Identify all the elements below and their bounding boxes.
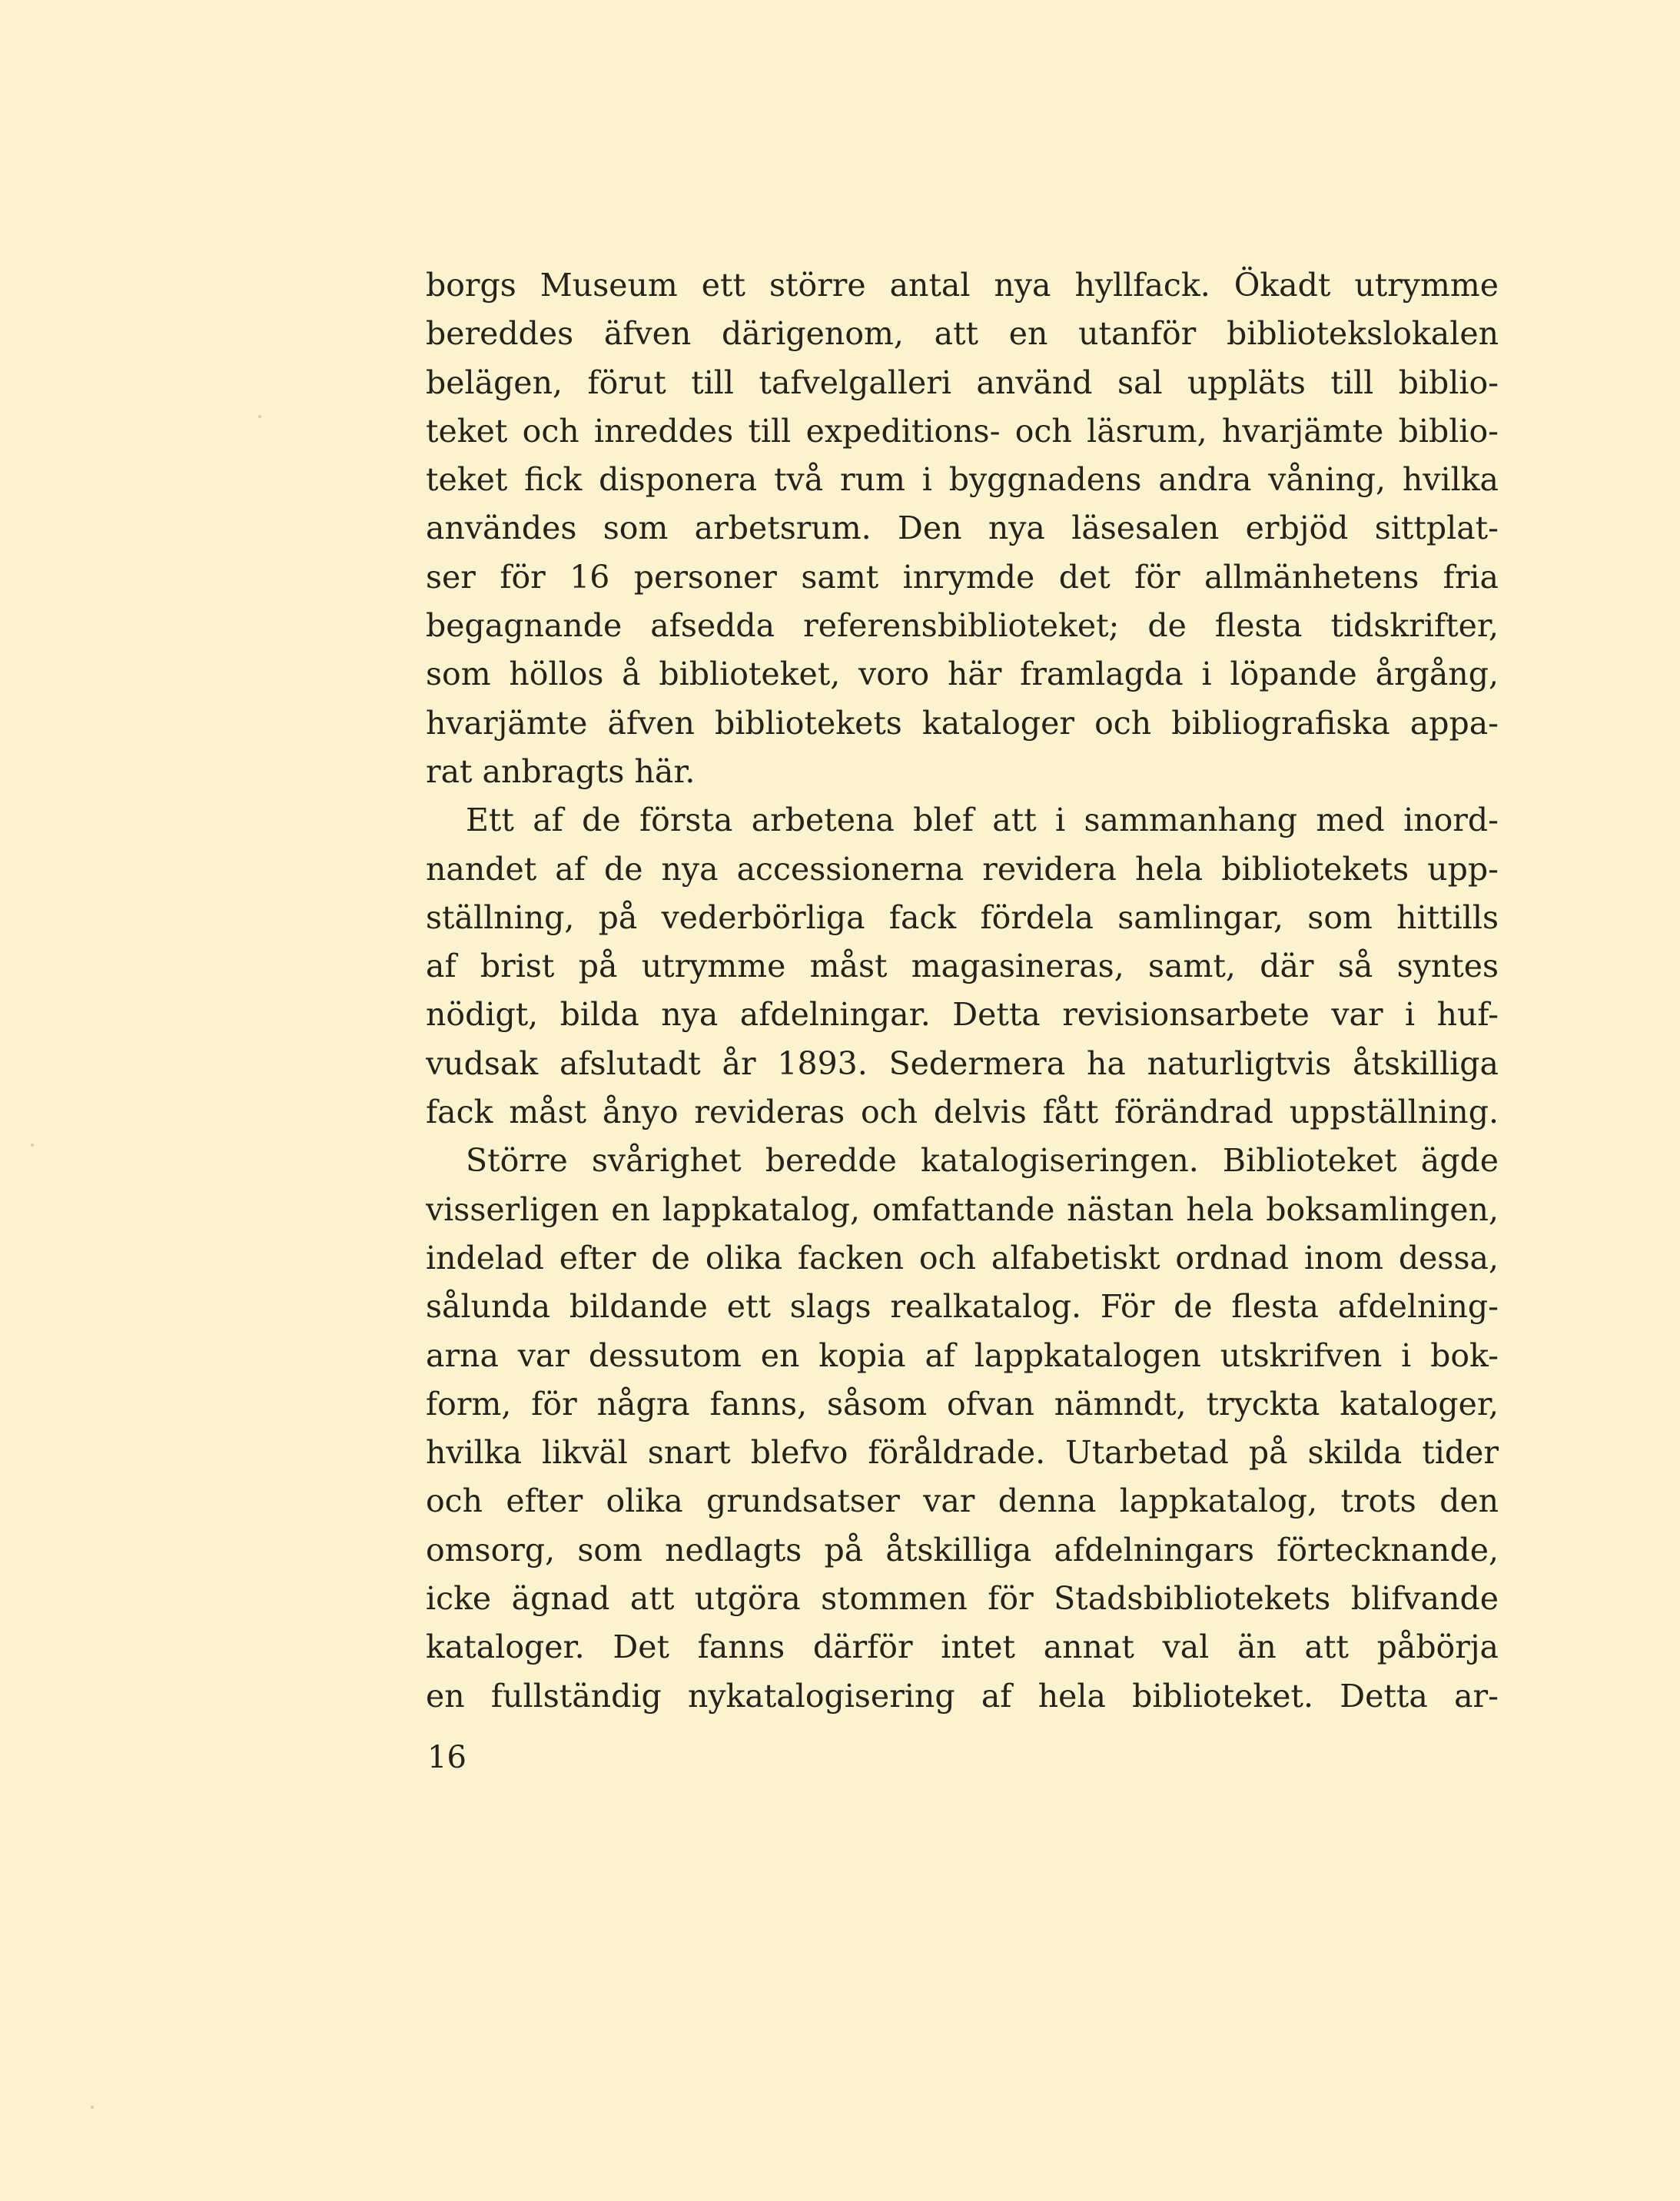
text-line: arna var dessutom en kopia af lappkatalogen utskrifven i bok- (426, 1336, 1499, 1374)
text-line: omsorg, som nedlagts på åtskilliga afdelningars förtecknande, (426, 1531, 1499, 1569)
paper-speck (91, 2106, 94, 2109)
text-line: af brist på utrymme måst magasineras, samt, där så syntes (426, 948, 1499, 985)
text-line: sålunda bildande ett slags realkatalog. För de flesta afdelning- (426, 1288, 1499, 1326)
text-line: användes som arbetsrum. Den nya läsesalen erbjöd sittplat- (426, 510, 1499, 547)
text-line: indelad efter de olika facken och alfabetiskt ordnad inom dessa, (426, 1239, 1499, 1276)
text-line: form, för några fanns, såsom ofvan nämndt, tryckta kataloger, (426, 1385, 1499, 1423)
text-line: rat anbragts här. (426, 752, 696, 790)
text-line: vudsak afslutadt år 1893. Sedermera ha naturligtvis åtskilliga (426, 1044, 1499, 1082)
body-text (426, 261, 1499, 1721)
page-number: 16 (427, 1740, 466, 1775)
text-line: kataloger. Det fanns därför intet annat val än att påbörja (426, 1628, 1499, 1666)
text-line: hvarjämte äfven bibliotekets kataloger och bibliografiska appa- (426, 704, 1499, 742)
text-line: hvilka likväl snart blefvo föråldrade. Utarbetad på skilda tider (426, 1434, 1499, 1472)
text-line: teket och inreddes till expeditions- och läsrum, hvarjämte biblio- (426, 412, 1499, 450)
text-line: och efter olika grundsatser var denna lappkatalog, trots den (426, 1482, 1499, 1520)
text-line: icke ägnad att utgöra stommen för Stadsbibliotekets blifvande (426, 1580, 1499, 1618)
paper-speck (31, 1144, 34, 1147)
paper-speck (258, 415, 261, 418)
text-line: fack måst ånyo revideras och delvis fått förändrad uppställning. (426, 1094, 1499, 1131)
text-line: som höllos å biblioteket, voro här framlagda i löpande årgång, (426, 656, 1499, 693)
text-line: Ett af de första arbetena blef att i sammanhang med inord- (466, 802, 1499, 839)
text-line: belägen, förut till tafvelgalleri använd sal uppläts till biblio- (426, 364, 1499, 401)
text-line: nödigt, bilda nya afdelningar. Detta revisionsarbete var i huf- (426, 996, 1499, 1034)
text-line: ser för 16 personer samt inrymde det för allmänhetens fria (426, 558, 1499, 596)
text-line: ställning, på vederbörliga fack fördela samlingar, som hittills (426, 898, 1499, 936)
text-line: visserligen en lappkatalog, omfattande nästan hela boksamlingen, (426, 1190, 1499, 1228)
text-line: teket fick disponera två rum i byggnadens andra våning, hvilka (426, 461, 1499, 499)
text-line: begagnande afsedda referensbiblioteket; de flesta tidskrifter, (426, 607, 1499, 645)
text-line: en fullständig nykatalogisering af hela biblioteket. Detta ar- (426, 1677, 1499, 1715)
text-line: bereddes äfven därigenom, att en utanför bibliotekslokalen (426, 315, 1499, 353)
text-line: nandet af de nya accessionerna revidera hela bibliotekets upp- (426, 850, 1499, 888)
text-line: borgs Museum ett större antal nya hyllfack. Ökadt utrymme (426, 267, 1499, 304)
text-line: Större svårighet beredde katalogiseringen. Biblioteket ägde (466, 1142, 1499, 1180)
